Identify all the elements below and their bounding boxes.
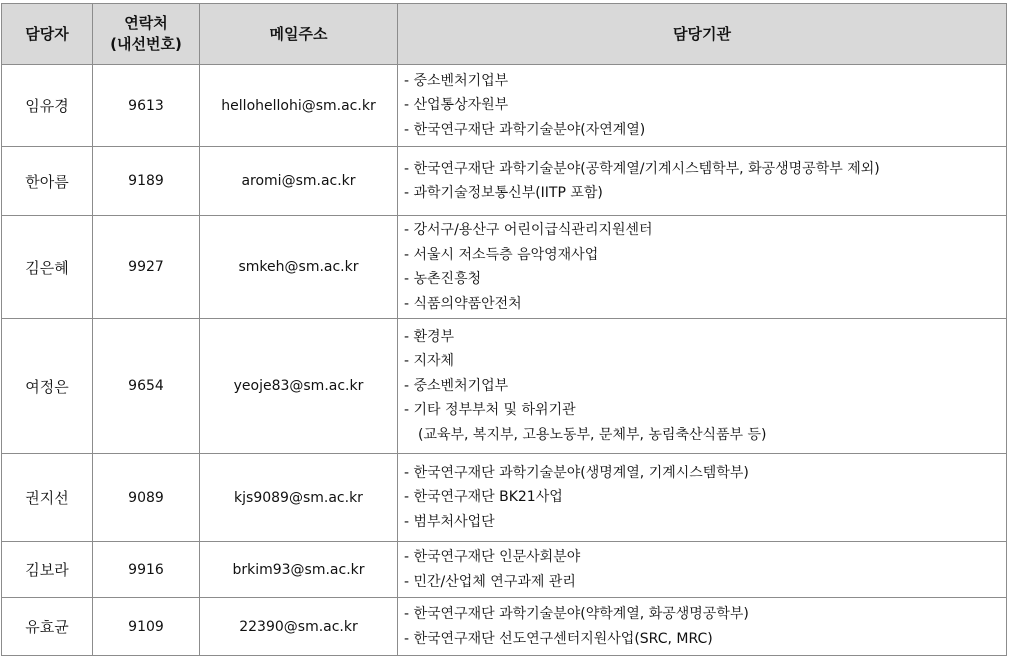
institution-item: - 농촌진흥청 (404, 271, 482, 287)
extension-number: 9089 (93, 454, 200, 542)
header-institutions-label: 담당기관 (673, 24, 731, 43)
institution-item: - 환경부 (404, 328, 455, 345)
extension-number: 9916 (93, 542, 200, 598)
institution-item: - 한국연구재단 선도연구센터지원사업(SRC, MRC) (404, 630, 713, 647)
extension-number: 9927 (93, 216, 200, 319)
person-name: 김은혜 (2, 216, 93, 319)
email-address[interactable]: 22390@sm.ac.kr (200, 598, 398, 656)
table-row (2, 454, 1007, 542)
table-row (2, 216, 1007, 319)
institution-list (398, 454, 1007, 542)
email-address[interactable]: yeoje83@sm.ac.kr (200, 319, 398, 454)
person-name: 임유경 (2, 65, 93, 147)
institution-list (398, 65, 1007, 147)
table-row (2, 542, 1007, 598)
person-name: 권지선 (2, 454, 93, 542)
institution-item: - 산업통상자원부 (404, 97, 509, 114)
institution-item: - 중소벤처기업부 (404, 72, 509, 89)
email-address[interactable]: brkim93@sm.ac.kr (200, 542, 398, 598)
header-contact-line1: 연락처 (124, 14, 168, 32)
extension-number: 9613 (93, 65, 200, 147)
institution-item: - 과학기술정보통신부(IITP 포함) (404, 185, 603, 201)
person-name: 김보라 (2, 542, 93, 598)
institution-item: - 지자체 (404, 353, 455, 370)
header-email-label: 메일주소 (269, 24, 328, 43)
header-contact-line2: (내선번호) (110, 35, 182, 53)
table-row (2, 319, 1007, 454)
header-person-label: 담당자 (25, 24, 69, 43)
institution-list (398, 216, 1007, 319)
institution-item: - 민간/산업체 연구과제 관리 (404, 573, 576, 590)
institution-item: - 기타 정부부처 및 하위기관 (404, 402, 576, 419)
extension-number: 9654 (93, 319, 200, 454)
table-row (2, 65, 1007, 147)
email-address[interactable]: aromi@sm.ac.kr (200, 147, 398, 216)
email-address[interactable]: smkeh@sm.ac.kr (200, 216, 398, 319)
institution-item: - 중소벤처기업부 (404, 377, 509, 394)
institution-item: - 강서구/용산구 어린이급식관리지원센터 (404, 222, 653, 238)
institution-item: - 한국연구재단 과학기술분야(약학계열, 화공생명공학부) (404, 606, 749, 622)
institution-item: - 한국연구재단 BK21사업 (404, 489, 563, 506)
extension-number: 9109 (93, 598, 200, 656)
contact-table (1, 3, 1007, 656)
email-address[interactable]: hellohellohi@sm.ac.kr (200, 65, 398, 147)
header-institutions (398, 4, 1007, 65)
extension-number: 9189 (93, 147, 200, 216)
institution-note: (교육부, 복지부, 고용노동부, 문체부, 농림축산식품부 등) (418, 426, 767, 443)
institution-item: - 한국연구재단 과학기술분야(생명계열, 기계시스템학부) (404, 464, 749, 481)
table-row (2, 147, 1007, 216)
person-name: 유효균 (2, 598, 93, 656)
table-row (2, 598, 1007, 656)
institution-list (398, 147, 1007, 216)
institution-item: - 한국연구재단 과학기술분야(공학계열/기계시스템학부, 화공생명공학부 제외) (404, 160, 880, 177)
institution-list (398, 598, 1007, 656)
header-person (2, 4, 93, 65)
institution-item: - 한국연구재단 과학기술분야(자연계열) (404, 121, 646, 138)
person-name: 여정은 (2, 319, 93, 454)
header-contact (93, 4, 200, 65)
institution-item: - 한국연구재단 인문사회분야 (404, 549, 581, 565)
institution-item: - 식품의약품안전처 (404, 295, 522, 312)
institution-list (398, 542, 1007, 598)
institution-item: - 범부처사업단 (404, 513, 495, 530)
email-address[interactable]: kjs9089@sm.ac.kr (200, 454, 398, 542)
institution-item: - 서울시 저소득층 음악영재사업 (404, 246, 599, 263)
header-email (200, 4, 398, 65)
institution-list (398, 319, 1007, 454)
person-name: 한아름 (2, 147, 93, 216)
header-row (2, 4, 1007, 65)
